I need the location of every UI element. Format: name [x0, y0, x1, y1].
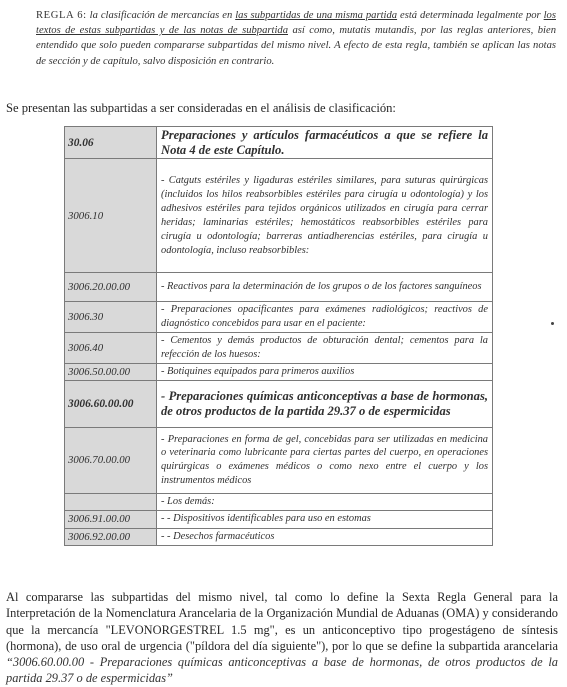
description-cell: - Los demás:: [157, 493, 493, 510]
description-cell: - - Desechos farmacéuticos: [157, 528, 493, 545]
code-cell: 3006.91.00.00: [65, 510, 157, 528]
rule-underlined-2: los textos de estas subpartidas y de las notas de subpartida: [36, 10, 556, 37]
table-row: [65, 510, 493, 528]
table-row: [65, 159, 493, 273]
code-cell: 3006.92.00.00: [65, 528, 157, 545]
description-cell: - Preparaciones químicas anticonceptivas a base de hormonas, de otros productos de la partida 29.37 o de espermicidas: [157, 380, 493, 427]
page-speck: [551, 322, 554, 325]
rule-text-1: la clasificación de mercancías en: [86, 10, 236, 21]
table-row: [65, 427, 493, 493]
rule-text-3: así como, mutatis mutandis, por las reglas anteriores, bien entendido que solo pueden compararse subpartidas del mismo nivel. A efecto de esta regla, también se aplican las notas de sección y de capítulo, salvo disposición en contrario.: [36, 25, 556, 67]
rule-6-paragraph: [36, 8, 556, 69]
table-row: [65, 380, 493, 427]
table-row: [65, 302, 493, 333]
description-cell: - Preparaciones opacificantes para exámenes radiológicos; reactivos de diagnóstico concebidos para usar en el paciente:: [157, 302, 493, 333]
description-cell: - Reactivos para la determinación de los grupos o de los factores sanguíneos: [157, 273, 493, 302]
closing-paragraph: [6, 589, 558, 687]
code-cell: 3006.20.00.00: [65, 273, 157, 302]
code-cell: 3006.40: [65, 333, 157, 364]
description-cell: - Cementos y demás productos de obturación dental; cementos para la refección de los huesos:: [157, 333, 493, 364]
description-cell: - Preparaciones en forma de gel, concebidas para ser utilizadas en medicina o veterinaria como lubricante para ciertas partes del cuerpo, en operaciones quirúrgicas o exámenes médicos o como nexo entre el cuerpo y los instrumentos médicos: [157, 427, 493, 493]
table-row: [65, 363, 493, 380]
code-cell: 3006.10: [65, 159, 157, 273]
closing-text: Al compararse las subpartidas del mismo nivel, tal como lo define la Sexta Regla General para la Interpretación de la Nomenclatura Arancelaria de la Organización Mundial de Aduanas (OMA) y considerando que la mercancía "LEVONORGESTREL 1.5 mg", es un anticonceptivo tipo progestágeno de síntesis (hormona), de uso oral de urgencia ("píldora del día siguiente"), por lo que se define la subpartida arancelaria: [6, 590, 558, 653]
table-row: [65, 528, 493, 545]
description-cell: - - Dispositivos identificables para uso en estomas: [157, 510, 493, 528]
code-cell: 3006.60.00.00: [65, 380, 157, 427]
rule-underlined-1: las subpartidas de una misma partida: [235, 10, 398, 21]
code-cell: 3006.30: [65, 302, 157, 333]
description-cell: Preparaciones y artículos farmacéuticos a que se refiere la Nota 4 de este Capítulo.: [157, 127, 493, 159]
table-row: [65, 273, 493, 302]
code-cell: 3006.50.00.00: [65, 363, 157, 380]
code-cell: [65, 493, 157, 510]
code-cell: 3006.70.00.00: [65, 427, 157, 493]
table-row: [65, 493, 493, 510]
table-row: [65, 333, 493, 364]
description-cell: - Catguts estériles y ligaduras estériles similares, para suturas quirúrgicas (incluidos los hilos reabsorbibles estériles para cirugía u odontología) y los adhesivos estériles para tejidos orgánicos utilizados en cirugía para cerrar heridas; laminarias estériles; hemostáticos reabsorbibles estériles para cirugía u odontología; barreras antiadherencias estériles, para cirugía u odontología, incluso reabsorbibles:: [157, 159, 493, 273]
description-cell: - Botiquines equipados para primeros auxilios: [157, 363, 493, 380]
table-row: [65, 127, 493, 159]
closing-quote: “3006.60.00.00 - Preparaciones químicas anticonceptivas a base de hormonas, de otros productos de la partida 29.37 o de espermicidas”: [6, 655, 558, 686]
code-cell: 30.06: [65, 127, 157, 159]
tariff-table: [64, 126, 493, 546]
intro-paragraph: Se presentan las subpartidas a ser consideradas en el análisis de clasificación:: [6, 101, 396, 115]
rule-title: REGLA 6:: [36, 10, 87, 21]
rule-text-2: está determinada legalmente por: [397, 10, 544, 21]
